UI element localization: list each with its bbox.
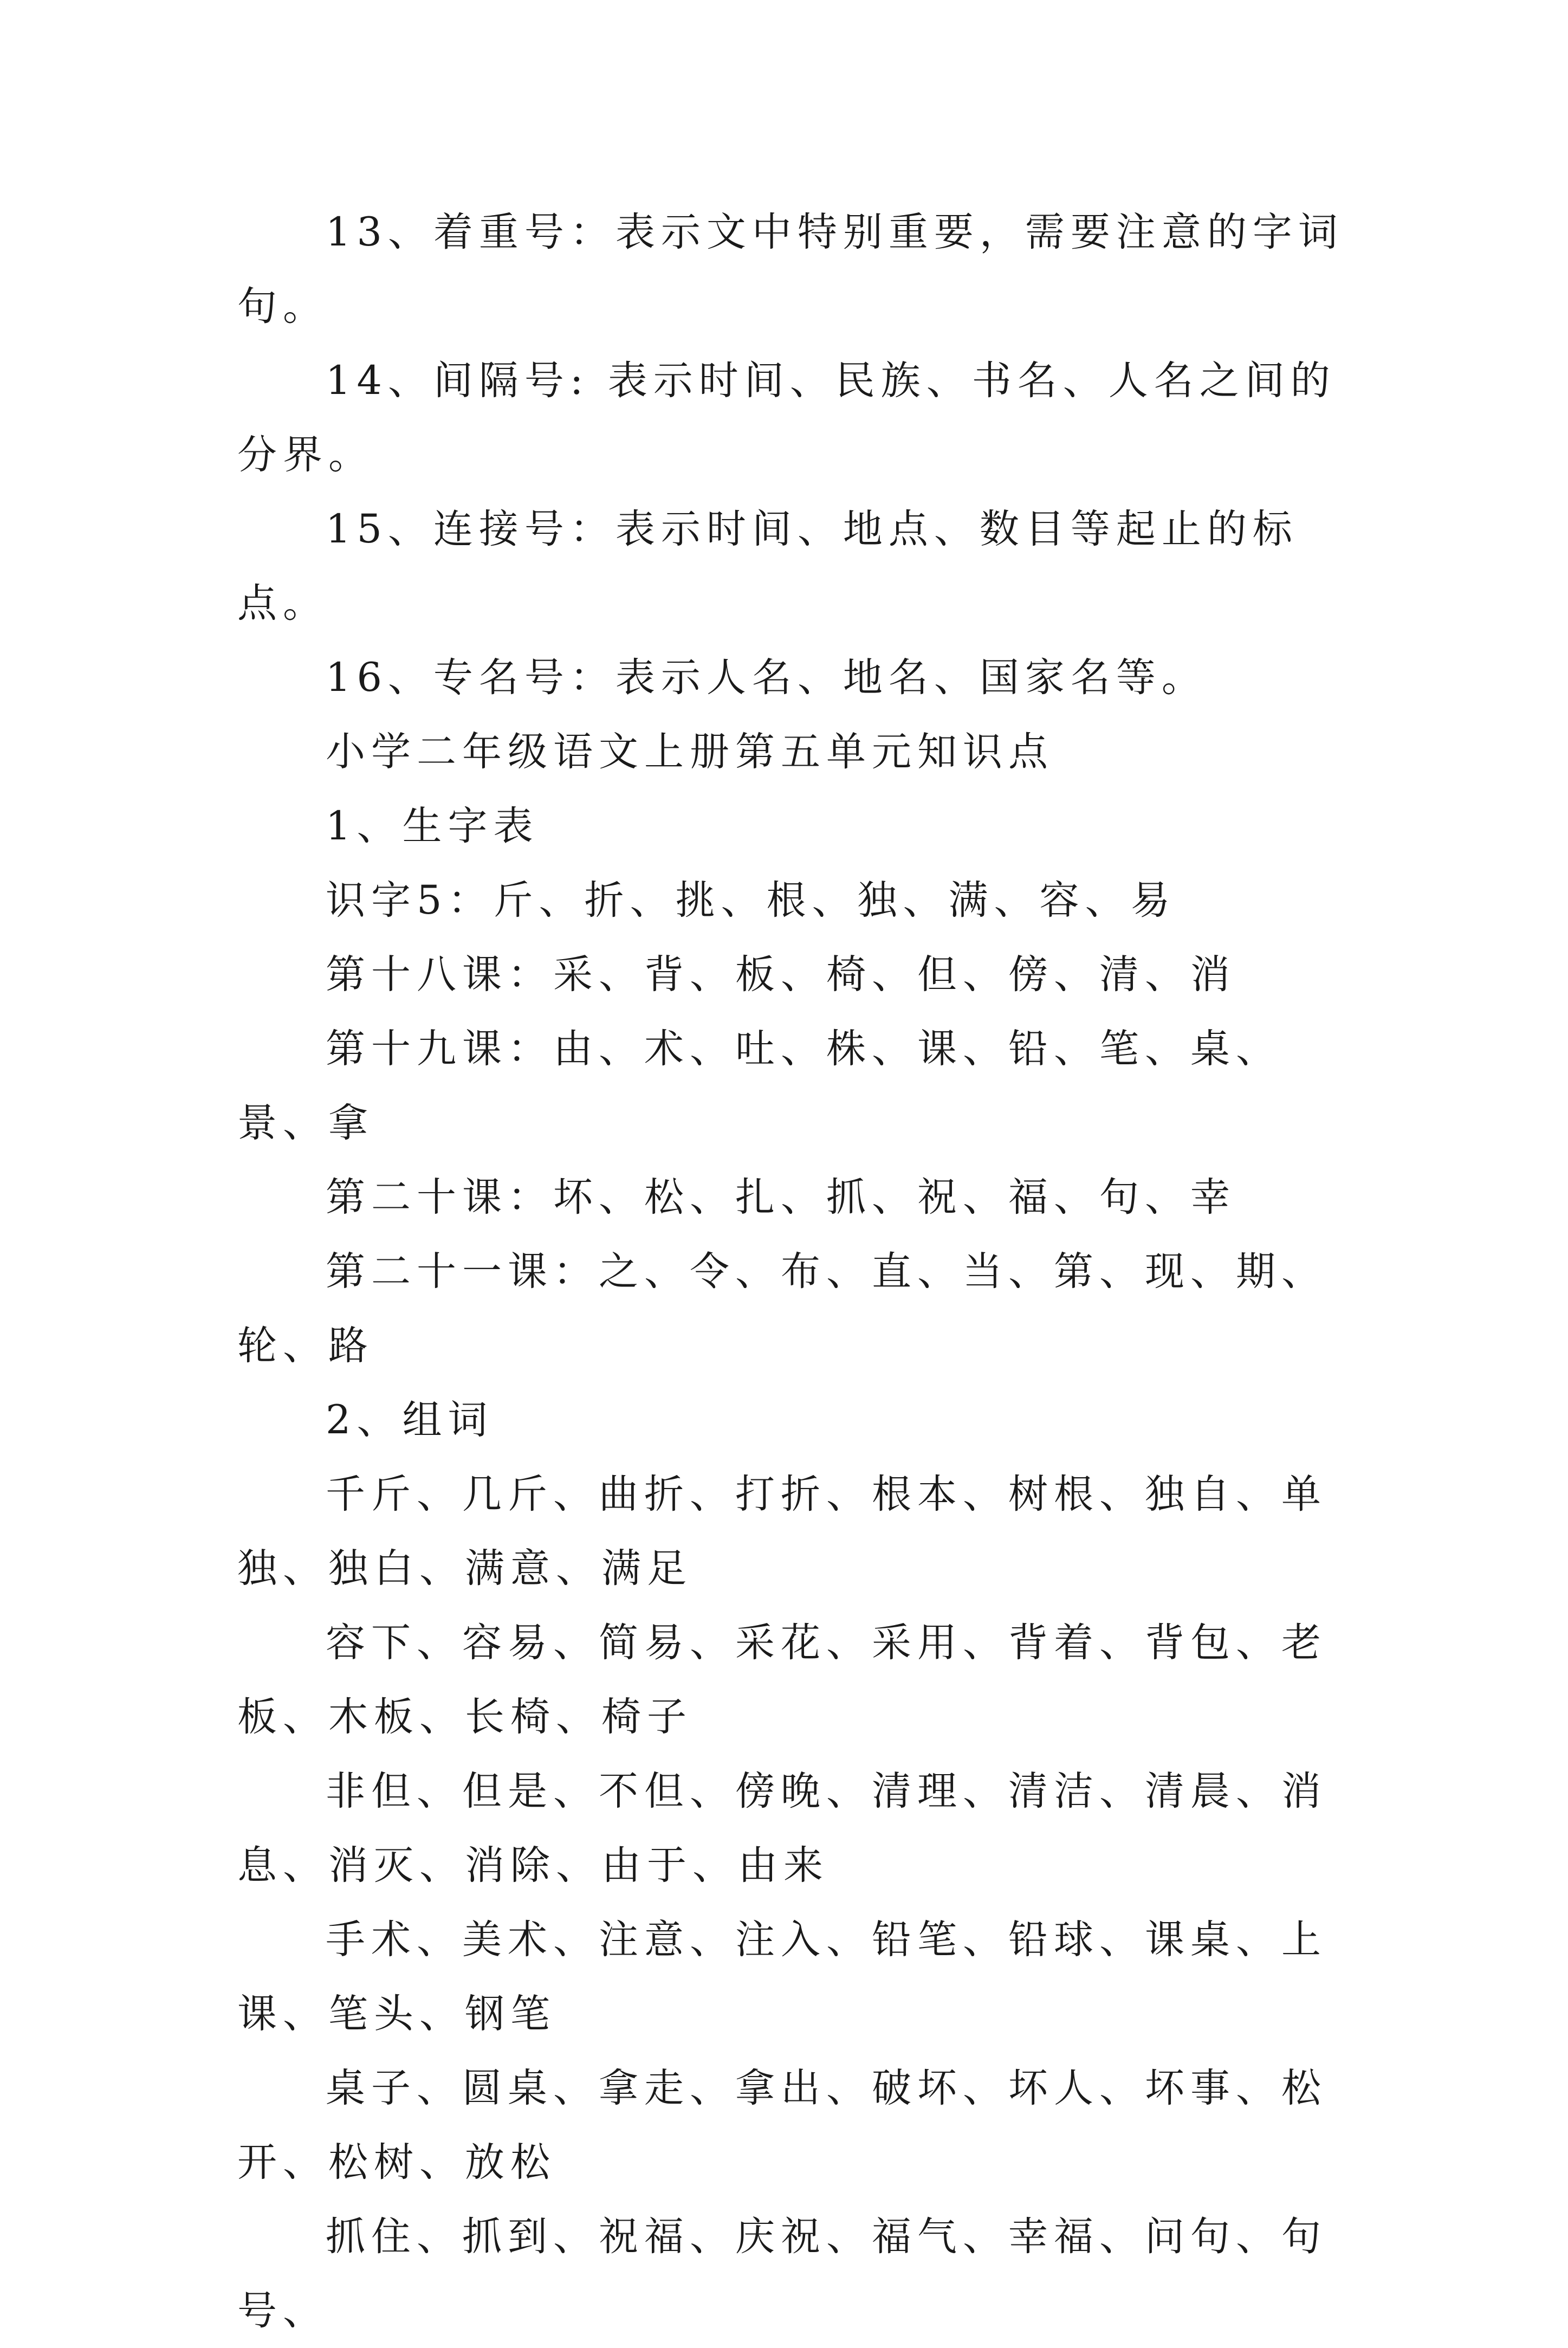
word-group-6: 抓住、抓到、祝福、庆祝、福气、幸福、问句、句号、 bbox=[237, 2214, 1327, 2334]
character-list-lesson-18: 第十八课：采、背、板、椅、但、傍、清、消 bbox=[326, 952, 1236, 998]
word-group-4: 手术、美术、注意、注入、铅笔、铅球、课桌、上课、笔头、钢笔 bbox=[237, 1917, 1327, 2037]
word-group-2: 容下、容易、简易、采花、采用、背着、背包、老板、木板、长椅、椅子 bbox=[237, 1620, 1327, 1740]
word-group-5: 桌子、圆桌、拿走、拿出、破坏、坏人、坏事、松开、松树、放松 bbox=[237, 2065, 1327, 2185]
paragraph-emphasis-mark: 13、着重号：表示文中特别重要，需要注意的字词句。 bbox=[237, 209, 1344, 329]
paragraph-proper-noun-mark: 16、专名号：表示人名、地名、国家名等。 bbox=[326, 655, 1207, 701]
word-group-1: 千斤、几斤、曲折、打折、根本、树根、独自、单独、独白、满意、满足 bbox=[237, 1471, 1327, 1592]
character-list-lesson-19: 第十九课：由、术、吐、株、课、铅、笔、桌、景、拿 bbox=[237, 1026, 1281, 1146]
subheading-word-building: 2、组词 bbox=[326, 1397, 494, 1443]
word-group-3: 非但、但是、不但、傍晚、清理、清洁、清晨、消息、消灭、消除、由于、由来 bbox=[237, 1768, 1327, 1888]
character-list-lesson-5: 识字5：斤、折、挑、根、独、满、容、易 bbox=[326, 877, 1176, 923]
subheading-character-table: 1、生字表 bbox=[326, 803, 539, 849]
section-heading: 小学二年级语文上册第五单元知识点 bbox=[326, 729, 1054, 775]
document-body bbox=[237, 195, 1353, 2348]
paragraph-connector-mark: 15、连接号：表示时间、地点、数目等起止的标点。 bbox=[237, 506, 1298, 626]
character-list-lesson-20: 第二十课：坏、松、扎、抓、祝、福、句、幸 bbox=[326, 1174, 1236, 1220]
paragraph-separator-mark: 14、间隔号: 表示时间、民族、书名、人名之间的分界。 bbox=[237, 358, 1336, 478]
character-list-lesson-21: 第二十一课：之、令、布、直、当、第、现、期、轮、路 bbox=[237, 1249, 1327, 1369]
